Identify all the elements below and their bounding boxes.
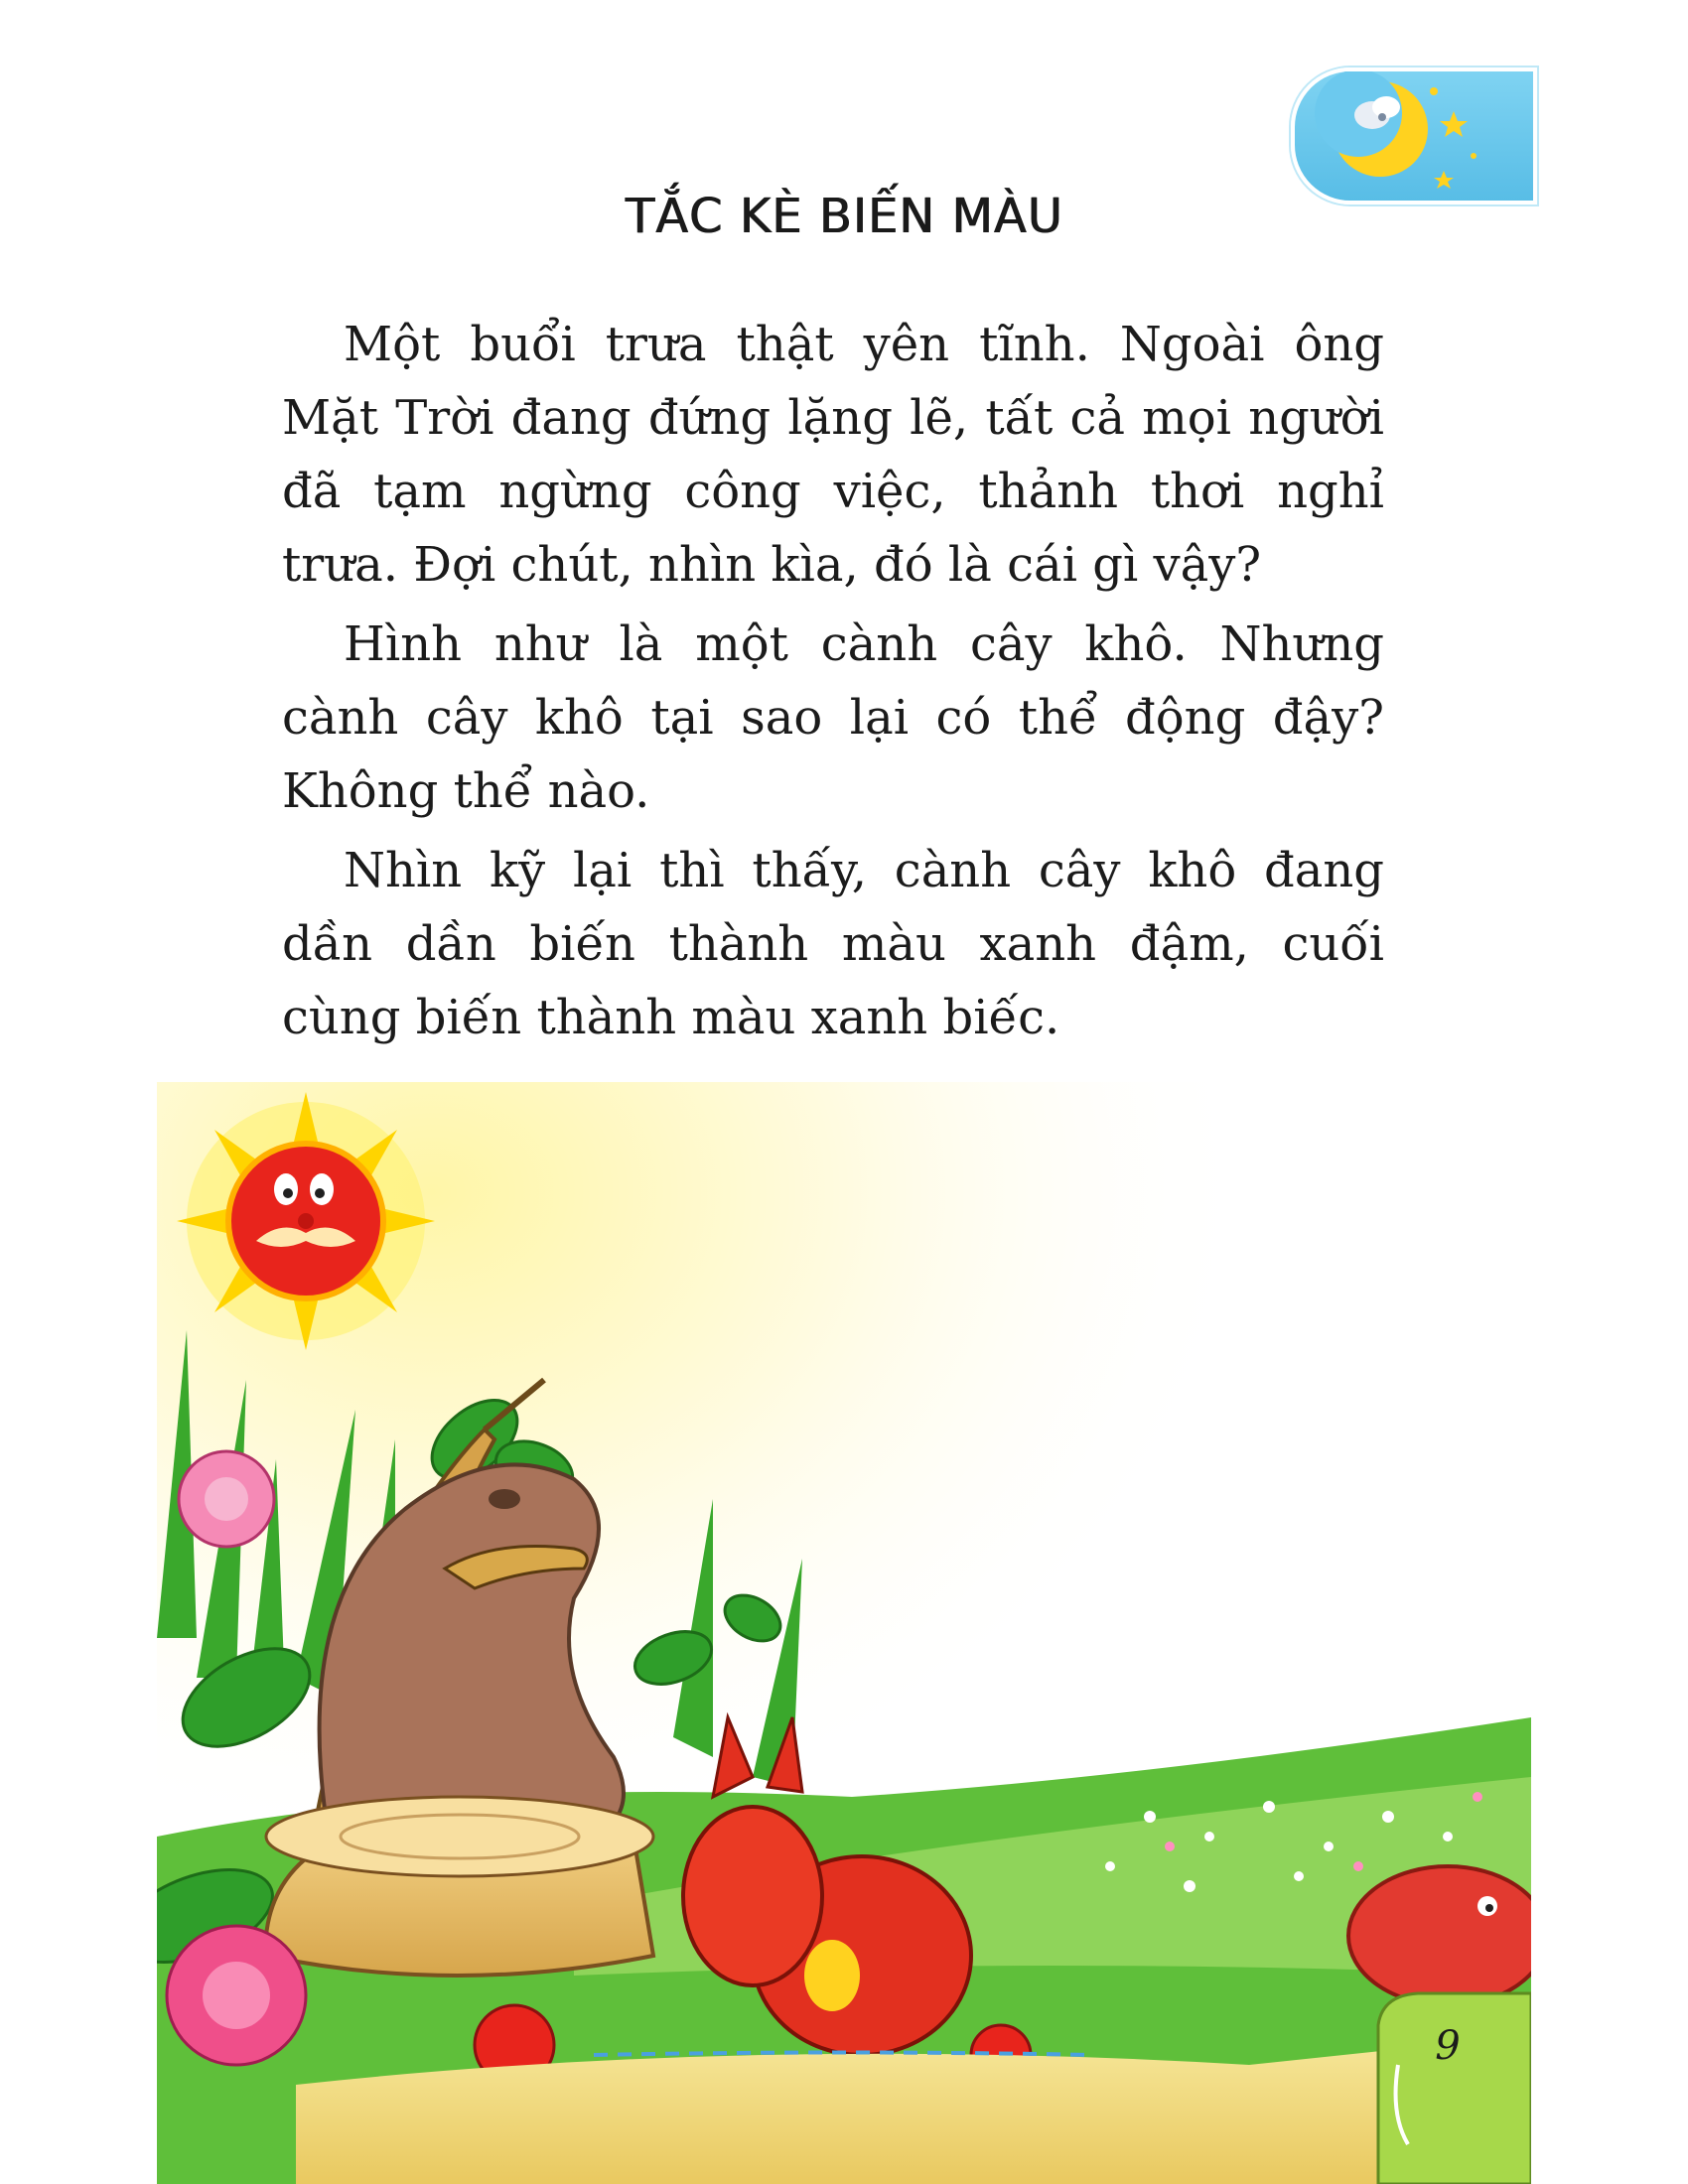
tree-stump	[266, 1797, 653, 1976]
story-text	[282, 308, 1384, 1060]
page-tab	[1378, 1993, 1531, 2184]
red-creature	[1348, 1866, 1531, 2005]
forest-illustration	[157, 1082, 1531, 2184]
story-paragraph-1: Một buổi trưa thật yên tĩnh. Ngoài ông Mặt Trời đang đứng lặng lẽ, tất cả mọi người đã tạm ngừng công việc, thảnh thơi nghỉ trưa. Đợi chút, nhìn kìa, đó là cái gì vậy?	[282, 317, 1384, 593]
moon-badge	[1291, 68, 1537, 205]
story-paragraph-2: Hình như là một cành cây khô. Nhưng cành cây khô tại sao lại có thể động đậy? Không thể nào.	[282, 616, 1384, 819]
moon-stars-icon	[1295, 71, 1533, 201]
page-title: TẮC KÈ BIẾN MÀU	[625, 189, 1063, 245]
sun-character	[177, 1092, 435, 1350]
page-number: 9	[1435, 2023, 1461, 2069]
story-paragraph-3: Nhìn kỹ lại thì thấy, cành cây khô đang dần dần biến thành màu xanh đậm, cuối cùng biến thành màu xanh biếc.	[282, 843, 1384, 1045]
